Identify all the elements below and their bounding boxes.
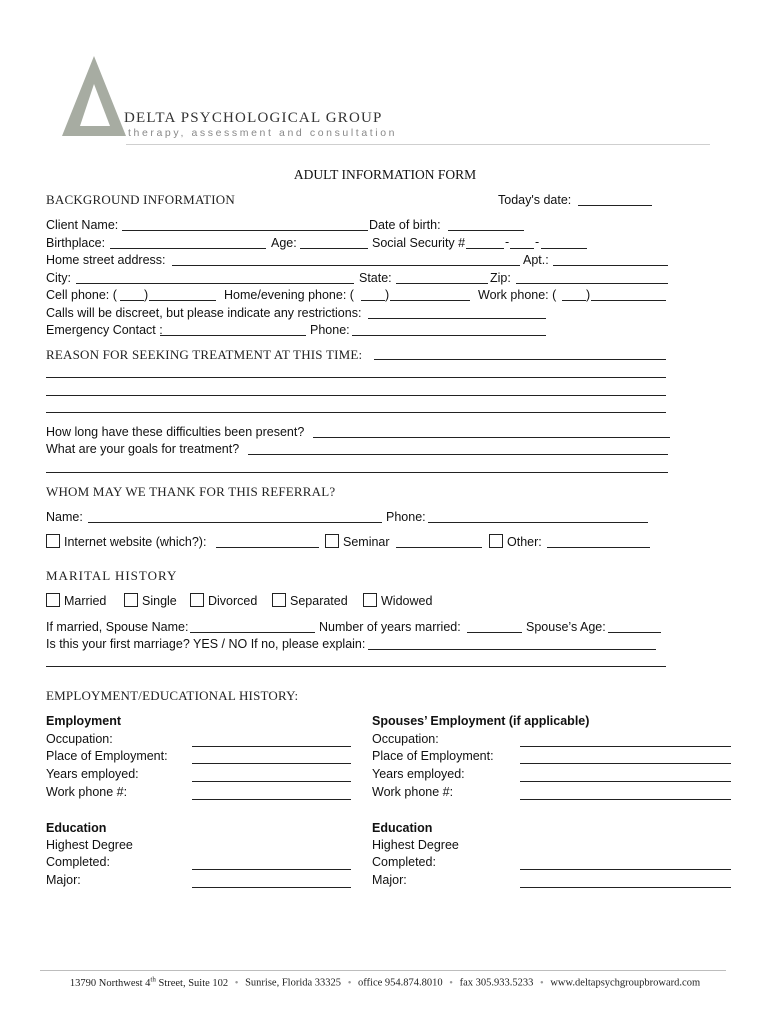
birthplace-field[interactable] bbox=[110, 248, 266, 249]
work-area-field[interactable] bbox=[562, 300, 586, 301]
city-field[interactable] bbox=[76, 283, 354, 284]
apt-label: Apt.: bbox=[523, 253, 549, 267]
footer-fax: fax 305.933.5233 bbox=[459, 977, 534, 989]
reason-field-2[interactable] bbox=[46, 377, 666, 378]
discreet-label: Calls will be discreet, but please indicate any restrictions: bbox=[46, 306, 362, 320]
work-phone-label: Work phone: ( bbox=[478, 288, 557, 302]
employment-title: Employment bbox=[46, 714, 122, 728]
marital-heading: MARITAL HISTORY bbox=[46, 568, 178, 583]
first-marriage-field-1[interactable] bbox=[368, 649, 656, 650]
work-paren: ) bbox=[586, 288, 591, 302]
years-married-label: Number of years married: bbox=[319, 620, 461, 634]
internet-field[interactable] bbox=[216, 547, 319, 548]
ssn-dash-1: - bbox=[505, 235, 510, 249]
home-address-label: Home street address: bbox=[46, 253, 166, 267]
reason-field-4[interactable] bbox=[46, 412, 666, 413]
completed-label: Completed: bbox=[46, 855, 110, 869]
employment-heading: EMPLOYMENT/EDUCATIONAL HISTORY: bbox=[46, 688, 299, 703]
spouse-place-field[interactable] bbox=[520, 763, 731, 764]
separated-label: Separated bbox=[290, 594, 348, 608]
goals-field-2[interactable] bbox=[46, 472, 668, 473]
zip-field[interactable] bbox=[516, 283, 668, 284]
spouse-highest-degree-label: Highest Degree bbox=[372, 838, 459, 852]
work-phone-field[interactable] bbox=[591, 300, 666, 301]
birthplace-label: Birthplace: bbox=[46, 236, 106, 250]
ssn-field-3[interactable] bbox=[541, 248, 587, 249]
footer-bullet: • bbox=[540, 977, 544, 989]
apt-field[interactable] bbox=[553, 265, 668, 266]
work-phone-emp-label: Work phone #: bbox=[46, 785, 128, 799]
seminar-field[interactable] bbox=[396, 547, 482, 548]
spouse-years-field[interactable] bbox=[520, 781, 731, 782]
single-label: Single bbox=[142, 594, 177, 608]
first-marriage-field-2[interactable] bbox=[46, 666, 666, 667]
other-field[interactable] bbox=[547, 547, 650, 548]
cell-phone-field[interactable] bbox=[149, 300, 216, 301]
home-phone-label: Home/evening phone: ( bbox=[224, 288, 354, 302]
reason-heading: REASON FOR SEEKING TREATMENT AT THIS TIME: bbox=[46, 347, 363, 362]
footer-bullet: • bbox=[347, 977, 352, 989]
cell-paren: ) bbox=[144, 288, 149, 302]
separated-checkbox[interactable] bbox=[272, 593, 286, 607]
spouse-name-label: If married, Spouse Name: bbox=[46, 620, 189, 634]
internet-checkbox[interactable] bbox=[46, 534, 60, 548]
spouse-major-label: Major: bbox=[372, 873, 407, 887]
years-employed-field[interactable] bbox=[192, 781, 351, 782]
age-field[interactable] bbox=[300, 248, 368, 249]
other-checkbox[interactable] bbox=[489, 534, 503, 548]
home-phone-field[interactable] bbox=[390, 300, 470, 301]
spouse-name-field[interactable] bbox=[190, 632, 315, 633]
emergency-field[interactable] bbox=[160, 335, 306, 336]
footer-address: 13790 Northwest 4th Street, Suite 102 bbox=[69, 975, 229, 989]
footer-website[interactable]: www.deltapsychgroupbroward.com bbox=[550, 977, 701, 989]
major-field[interactable] bbox=[192, 887, 351, 888]
ssn-field-2[interactable] bbox=[510, 248, 534, 249]
referral-name-field[interactable] bbox=[88, 522, 382, 523]
footer-city: Sunrise, Florida 33325 bbox=[245, 977, 342, 989]
spouse-employment-title: Spouses’ Employment (if applicable) bbox=[372, 714, 590, 728]
spouse-occupation-field[interactable] bbox=[520, 746, 731, 747]
home-address-field[interactable] bbox=[172, 265, 520, 266]
company-tagline: therapy, assessment and consultation bbox=[128, 127, 398, 139]
spouse-work-phone-label: Work phone #: bbox=[372, 785, 454, 799]
work-phone-emp-field[interactable] bbox=[192, 799, 351, 800]
reason-field-1[interactable] bbox=[374, 359, 666, 360]
place-label: Place of Employment: bbox=[46, 749, 168, 763]
age-label: Age: bbox=[271, 236, 297, 250]
client-name-label: Client Name: bbox=[46, 218, 119, 232]
spouse-place-label: Place of Employment: bbox=[372, 749, 494, 763]
header-rule bbox=[126, 144, 710, 145]
discreet-field[interactable] bbox=[368, 318, 546, 319]
divorced-checkbox[interactable] bbox=[190, 593, 204, 607]
company-name: DELTA PSYCHOLOGICAL GROUP bbox=[124, 110, 383, 126]
zip-label: Zip: bbox=[490, 271, 511, 285]
how-long-label: How long have these difficulties been present? bbox=[46, 425, 305, 439]
referral-name-label: Name: bbox=[46, 510, 83, 524]
spouse-occupation-label: Occupation: bbox=[372, 732, 439, 746]
dob-field[interactable] bbox=[448, 230, 524, 231]
divorced-label: Divorced bbox=[208, 594, 258, 608]
occupation-field[interactable] bbox=[192, 746, 351, 747]
single-checkbox[interactable] bbox=[124, 593, 138, 607]
place-field[interactable] bbox=[192, 763, 351, 764]
spouse-education-title: Education bbox=[372, 821, 433, 835]
footer-bullet: • bbox=[234, 977, 239, 989]
how-long-field[interactable] bbox=[313, 437, 670, 438]
cell-area-field[interactable] bbox=[120, 300, 144, 301]
other-label: Other: bbox=[507, 535, 542, 549]
ssn-label: Social Security # bbox=[372, 236, 466, 250]
married-checkbox[interactable] bbox=[46, 593, 60, 607]
occupation-label: Occupation: bbox=[46, 732, 113, 746]
referral-phone-field[interactable] bbox=[428, 522, 648, 523]
years-married-field[interactable] bbox=[467, 632, 522, 633]
emergency-phone-label: Phone: bbox=[310, 323, 350, 337]
seminar-checkbox[interactable] bbox=[325, 534, 339, 548]
dob-label: Date of birth: bbox=[369, 218, 441, 232]
goals-label: What are your goals for treatment? bbox=[46, 442, 240, 456]
highest-degree-label: Highest Degree bbox=[46, 838, 133, 852]
footer-office: office 954.874.8010 bbox=[358, 977, 443, 989]
seminar-label: Seminar bbox=[343, 535, 390, 549]
spouse-age-label: Spouse’s Age: bbox=[526, 620, 606, 634]
state-field[interactable] bbox=[396, 283, 488, 284]
city-label: City: bbox=[46, 271, 71, 285]
ssn-field-1[interactable] bbox=[466, 248, 504, 249]
education-title: Education bbox=[46, 821, 107, 835]
first-marriage-label: Is this your first marriage? YES / NO If no, please explain: bbox=[46, 637, 366, 651]
footer-bullet: • bbox=[449, 977, 453, 989]
emergency-phone-field[interactable] bbox=[352, 335, 546, 336]
spouse-major-field[interactable] bbox=[520, 887, 731, 888]
spouse-age-field[interactable] bbox=[608, 632, 661, 633]
footer-rule bbox=[40, 970, 726, 971]
married-label: Married bbox=[64, 594, 107, 608]
todays-date-field[interactable] bbox=[578, 205, 652, 206]
spouse-completed-label: Completed: bbox=[372, 855, 436, 869]
years-employed-label: Years employed: bbox=[46, 767, 139, 781]
cell-phone-label: Cell phone: ( bbox=[46, 288, 117, 302]
client-name-field[interactable] bbox=[122, 230, 368, 231]
referral-phone-label: Phone: bbox=[386, 510, 426, 524]
footer bbox=[0, 975, 770, 989]
spouse-work-phone-field[interactable] bbox=[520, 799, 731, 800]
ssn-dash-2: - bbox=[535, 235, 540, 249]
referral-heading: WHOM MAY WE THANK FOR THIS REFERRAL? bbox=[46, 484, 336, 499]
widowed-label: Widowed bbox=[381, 594, 433, 608]
background-heading: BACKGROUND INFORMATION bbox=[46, 192, 235, 207]
widowed-checkbox[interactable] bbox=[363, 593, 377, 607]
form-title: ADULT INFORMATION FORM bbox=[293, 167, 477, 182]
home-area-field[interactable] bbox=[361, 300, 385, 301]
spouse-completed-field[interactable] bbox=[520, 869, 731, 870]
emergency-label: Emergency Contact : bbox=[46, 323, 163, 337]
reason-field-3[interactable] bbox=[46, 395, 666, 396]
major-label: Major: bbox=[46, 873, 81, 887]
spouse-years-label: Years employed: bbox=[372, 767, 465, 781]
internet-label: Internet website (which?): bbox=[64, 535, 207, 549]
goals-field-1[interactable] bbox=[248, 454, 668, 455]
completed-field[interactable] bbox=[192, 869, 351, 870]
state-label: State: bbox=[359, 271, 392, 285]
home-paren: ) bbox=[385, 288, 390, 302]
todays-date-label: Today's date: bbox=[498, 193, 572, 207]
delta-logo bbox=[58, 54, 128, 138]
